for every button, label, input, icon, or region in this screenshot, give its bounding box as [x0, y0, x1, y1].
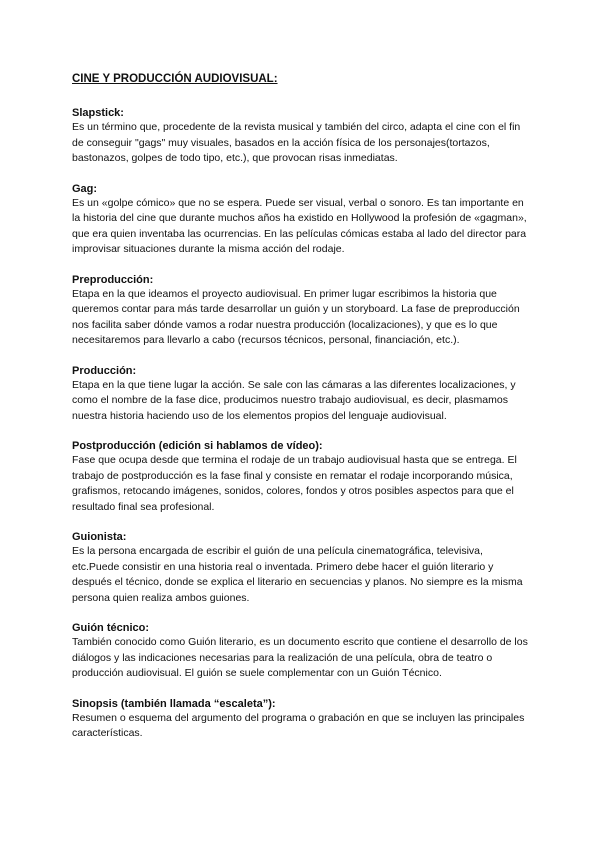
section-definition: Es un término que, procedente de la revista musical y también del circo, adapta el cine con el fin de conseguir "gags" muy visuales, basados en la acción física de los personajes(tortazos, bastonazos, golpes de todo tipo, etc.), que provocan risas inmediatas.: [72, 121, 521, 164]
section-postproduccion: [72, 439, 532, 515]
section-term: Producción:: [72, 364, 137, 377]
section-term: Guión técnico:: [72, 622, 149, 634]
section-gag: [72, 182, 532, 258]
section-definition: Fase que ocupa desde que termina el rodaje de un trabajo audiovisual hasta que se entrega. El trabajo de postproducción es la fase final y consiste en rematar el rodaje incorporando música, grafismos, retocando imágenes, sonidos, colores, fondos y otros posibles aspectos para que el resultado final sea profesional.: [72, 454, 517, 513]
section-definition: Etapa en la que tiene lugar la acción. Se sale con las cámaras a las diferentes localizaciones, y como el nombre de la fase dice, producimos nuestro trabajo audiovisual, es decir, plasmamos nuestra historia haciendo uso de los elementos propios del lenguaje audiovisual.: [72, 378, 516, 422]
section-term: Gag:: [72, 182, 98, 195]
section-definition: Resumen o esquema del argumento del programa o grabación en que se incluyen las principales características.: [72, 711, 525, 739]
section-guionista: [72, 530, 532, 606]
document-page: [72, 72, 532, 757]
section-guion-tecnico: [72, 621, 532, 682]
section-sinopsis: [72, 697, 532, 742]
section-term: Guionista:: [72, 531, 127, 543]
section-term: Sinopsis (también llamada “escaleta”):: [72, 697, 276, 710]
section-produccion: [72, 364, 532, 425]
section-term: Postproducción (edición si hablamos de vídeo):: [72, 440, 323, 452]
document-title: CINE Y PRODUCCIÓN AUDIOVISUAL:: [72, 73, 278, 85]
section-term: Slapstick:: [72, 107, 124, 119]
section-preproduccion: [72, 273, 532, 349]
section-definition: También conocido como Guión literario, es un documento escrito que contiene el desarrollo de los diálogos y las indicaciones necesarias para la realización de una película, obra de teatro o producción audiovisual. El guión se suele complementar con un Guión Técnico.: [72, 636, 528, 679]
section-definition: Es un «golpe cómico» que no se espera. Puede ser visual, verbal o sonoro. Es tan importante en la historia del cine que durante muchos años ha existido en Hollywood la profesión de «gagman», que era quien inventaba las ocurrencias. En las películas cómicas estaba al lado del director para improvisar situaciones durante la misma acción del rodaje.: [72, 196, 527, 255]
section-slapstick: [72, 106, 532, 167]
section-term: Preproducción:: [72, 273, 154, 286]
section-definition: Es la persona encargada de escribir el guión de una película cinematográfica, televisiva, etc.Puede consistir en una historia real o inventada. Primero debe hacer el guión literario y después el técnico, donde se explica el literario en secuencias y planos. No siempre es la misma persona quien realiza ambos guiones.: [72, 545, 523, 604]
section-definition: Etapa en la que ideamos el proyecto audiovisual. En primer lugar escribimos la historia que queremos contar para más tarde desarrollar un guión y un storyboard. La fase de preproducción nos facilita saber dónde vamos a rodar nuestra producción (localizaciones), y que es lo que necesitaremos para llevarlo a cabo (recursos técnicos, personal, financiación, etc.).: [72, 287, 520, 346]
